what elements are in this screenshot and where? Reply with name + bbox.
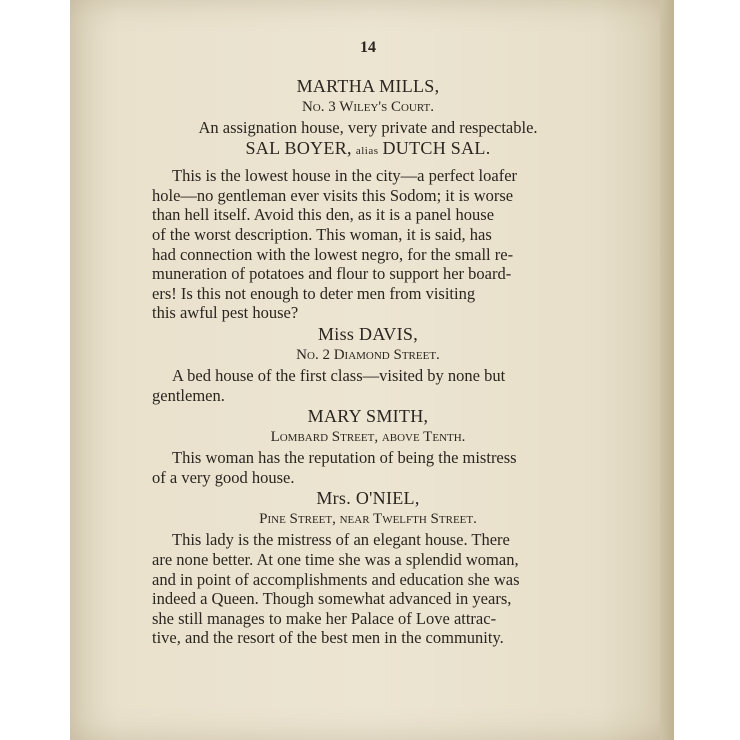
entry-name: MARY SMITH, (307, 406, 429, 427)
entry-address: No. 3 Wiley's Court. (301, 98, 435, 115)
entry-address: Lombard Street, above Tenth. (270, 429, 466, 446)
entry-body: A bed house of the first class—visited by none but gentlemen. (152, 365, 506, 405)
entry-address: Pine Street, near Twelfth Street. (259, 511, 477, 528)
entry-name: MARTHA MILLS, (296, 75, 440, 96)
entry-address: No. 2 Diamond Street. (296, 346, 440, 363)
alias-label: alias (355, 145, 379, 158)
page-edge (660, 0, 674, 740)
entry-body: This lady is the mistress of an elegant house. There are none better. At one time she was a splendid woman, and in point of accomplishments and education she was indeed a Queen. Though somewhat advanced in years, she still manages to make her Palace of Love attrac- tive, and the resort of the best men in the community. (152, 530, 520, 648)
page-text (152, 38, 584, 648)
entry-body: An assignation house, very private and respectable. (198, 117, 538, 137)
entry-name: Mrs. O'NIEL, (316, 488, 420, 509)
page-number: 14 (360, 39, 376, 56)
entry-body: This woman has the reputation of being the mistress of a very good house. (152, 448, 517, 487)
entry-body: This is the lowest house in the city—a perfect loafer hole—no gentleman ever visits this Sodom; it is worse than hell itself. Avoid this den, as it is a panel house of the worst description. This woman, it is said, has had connection with the lowest negro, for the small re- muneration of potatoes and flour to support her board- ers! Is this not enough to deter men from visiting this awful pest house? (152, 166, 518, 323)
entry-name: SAL BOYER, alias DUTCH SAL. (245, 138, 491, 159)
entry-name: Miss DAVIS, (318, 323, 418, 344)
